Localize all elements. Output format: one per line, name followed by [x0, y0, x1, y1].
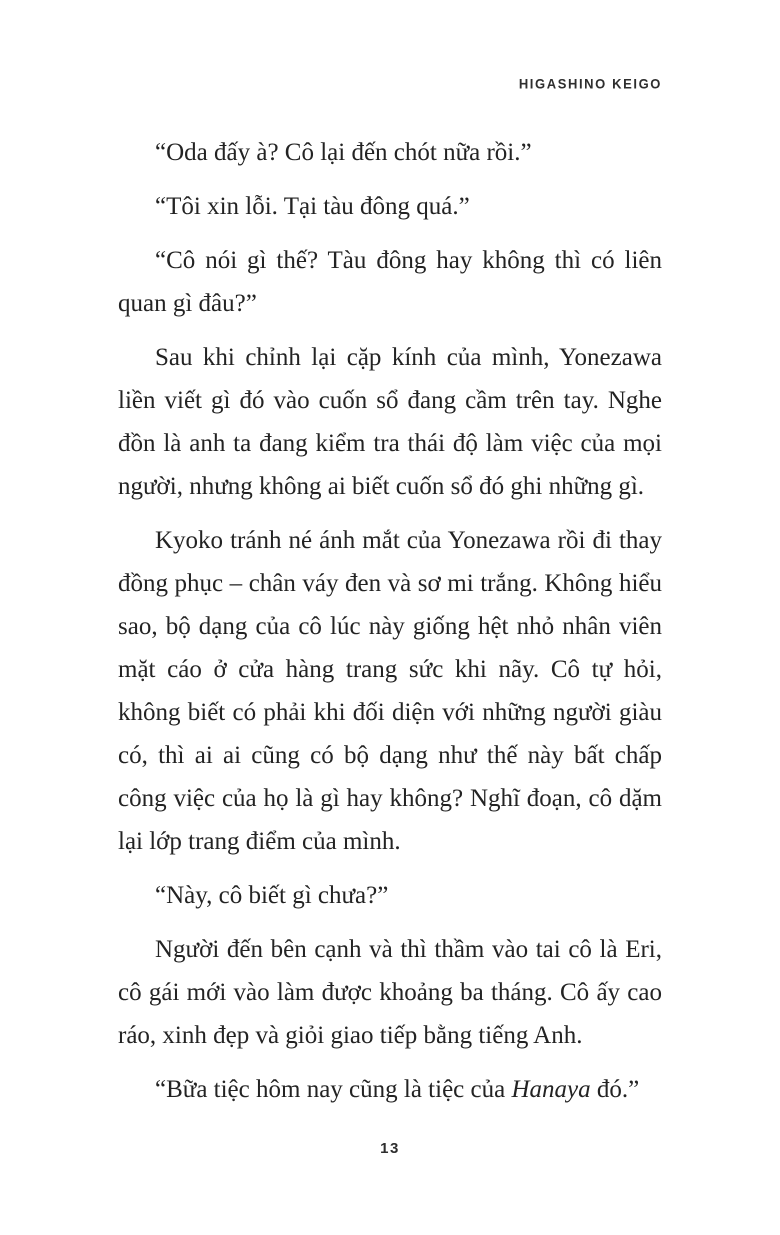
running-header-author: HIGASHINO KEIGO [518, 76, 662, 92]
page-number: 13 [380, 1140, 400, 1157]
text-run: “Bữa tiệc hôm nay cũng là tiệc của [155, 1076, 512, 1103]
text-run-italic: Hanaya [511, 1076, 591, 1103]
paragraph-dialogue: “Oda đấy à? Cô lại đến chót nữa rồi.” [155, 139, 532, 166]
paragraph-dialogue: “Cô nói gì thế? Tàu đông hay không thì có liên quan gì đâu?” [118, 247, 662, 317]
paragraph-dialogue: “Này, cô biết gì chưa?” [155, 882, 389, 909]
page-text [118, 131, 662, 1111]
text-run: đó.” [590, 1076, 640, 1103]
paragraph-dialogue [118, 1068, 662, 1111]
paragraph-narrative: Sau khi chỉnh lại cặp kính của mình, Yonezawa liền viết gì đó vào cuốn sổ đang cầm trên tay. Nghe đồn là anh ta đang kiểm tra thái độ làm việc của mọi người, nhưng không ai biết cuốn sổ đó ghi những gì. [118, 344, 662, 500]
paragraph-narrative: Người đến bên cạnh và thì thầm vào tai cô là Eri, cô gái mới vào làm được khoảng ba tháng. Cô ấy cao ráo, xinh đẹp và giỏi giao tiếp bằng tiếng Anh. [118, 936, 662, 1049]
paragraph-narrative: Kyoko tránh né ánh mắt của Yonezawa rồi đi thay đồng phục – chân váy đen và sơ mi trắng. Không hiểu sao, bộ dạng của cô lúc này giống hệt nhỏ nhân viên mặt cáo ở cửa hàng trang sức khi nãy. Cô tự hỏi, không biết có phải khi đối diện với những người giàu có, thì ai ai cũng có bộ dạng như thế này bất chấp công việc của họ là gì hay không? Nghĩ đoạn, cô dặm lại lớp trang điểm của mình. [118, 527, 662, 855]
paragraph-dialogue: “Tôi xin lỗi. Tại tàu đông quá.” [155, 193, 470, 220]
